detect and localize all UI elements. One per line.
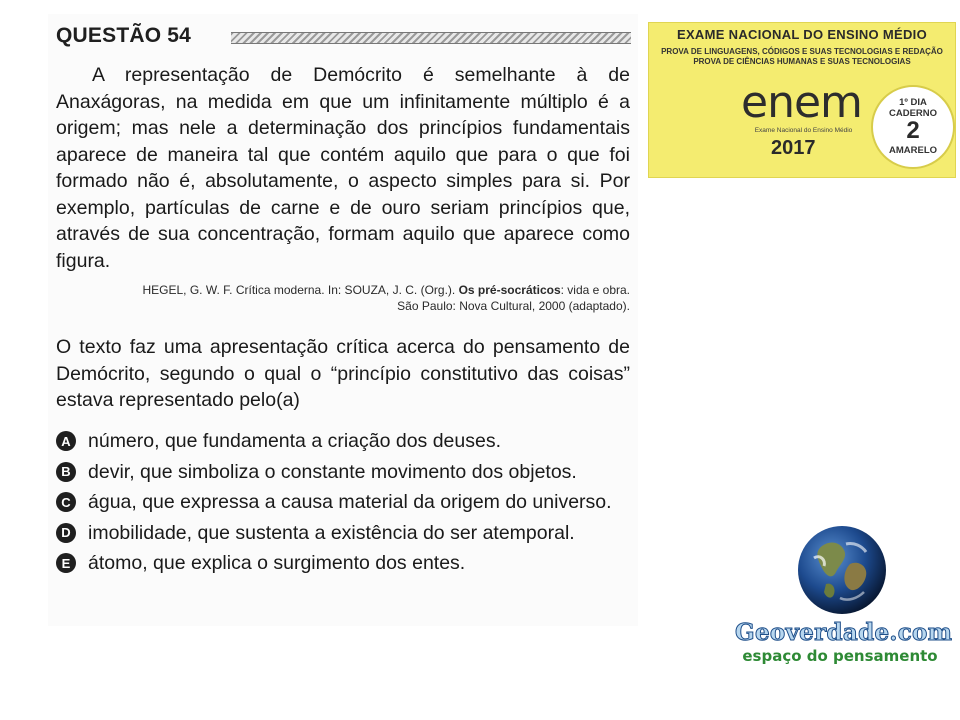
site-tagline: espaço do pensamento (742, 647, 938, 665)
alternative-b[interactable] (56, 459, 630, 486)
citation-book: Os pré-socráticos (458, 283, 561, 297)
caderno-number: 2 (906, 117, 920, 144)
citation-line2: São Paulo: Nova Cultural, 2000 (adaptado). (397, 299, 630, 313)
caderno-label: CADERNO (888, 108, 938, 119)
enem-logo-subtitle: Exame Nacional do Ensino Médio (754, 127, 853, 134)
site-name[interactable]: Geoverdade.com (735, 619, 953, 646)
alternative-text: átomo, que explica o surgimento dos entes. (88, 552, 466, 574)
alternatives-list (56, 428, 630, 581)
alternative-a[interactable] (56, 428, 630, 455)
alternative-letter: E (56, 553, 76, 573)
question-header (56, 20, 638, 54)
alternative-text: número, que fundamenta a criação dos deuses. (88, 430, 502, 452)
alternative-text: imobilidade, que sustenta a existência do ser atemporal. (88, 521, 575, 544)
alternative-e[interactable] (56, 550, 630, 577)
question-title: QUESTÃO 54 (56, 24, 192, 47)
citation-author: HEGEL, G. W. F. Crítica moderna. In: SOUZA, J. C. (Org.). (142, 283, 459, 297)
alternative-letter: A (56, 431, 76, 451)
alternative-text: devir, que simboliza o constante movimento dos objetos. (88, 460, 577, 483)
globe-icon (796, 524, 888, 616)
caderno-badge (871, 85, 955, 169)
alternative-d[interactable] (56, 520, 630, 547)
header-rule (231, 32, 631, 44)
question-card (48, 14, 638, 626)
citation-line1 (56, 282, 630, 298)
alternative-letter: D (56, 523, 76, 543)
question-stem: O texto faz uma apresentação crítica acerca do pensamento de Demócrito, segundo o qual o “princípio constitutivo das coisas” estava representado pelo(a) (56, 336, 630, 411)
alternative-text: água, que expressa a causa material da origem do universo. (88, 491, 612, 513)
prova-line2: PROVA DE CIÊNCIAS HUMANAS E SUAS TECNOLOGIAS (693, 56, 911, 66)
exam-day: 1º DIA (899, 97, 927, 108)
enem-header-card (648, 22, 956, 178)
caderno-color: AMARELO (888, 145, 938, 156)
passage-text: A representação de Demócrito é semelhante à de Anaxágoras, na medida em que um infinitamente múltiplo é a origem; mas nele a determinação dos princípios fundamentais aparece de maneira tal que contém aquilo que para o que foi formado não é, absolutamente, o aspecto simples para si. Por exemplo, partículas de carne e de ouro seriam princípios que, através de sua concentração, formam aquilo que aparece como figura. (56, 64, 630, 272)
prova-description (653, 47, 951, 66)
alternative-letter: C (56, 492, 76, 512)
citation (56, 282, 630, 314)
alternative-letter: B (56, 462, 76, 482)
exam-year: 2017 (771, 137, 816, 159)
alternative-c[interactable] (56, 489, 630, 516)
citation-rest: : vida e obra. (560, 283, 630, 297)
enem-logo: enem (741, 77, 862, 128)
prova-line1: PROVA DE LINGUAGENS, CÓDIGOS E SUAS TECNOLOGIAS E REDAÇÃO (661, 47, 943, 56)
exam-name: EXAME NACIONAL DO ENSINO MÉDIO (676, 27, 927, 42)
